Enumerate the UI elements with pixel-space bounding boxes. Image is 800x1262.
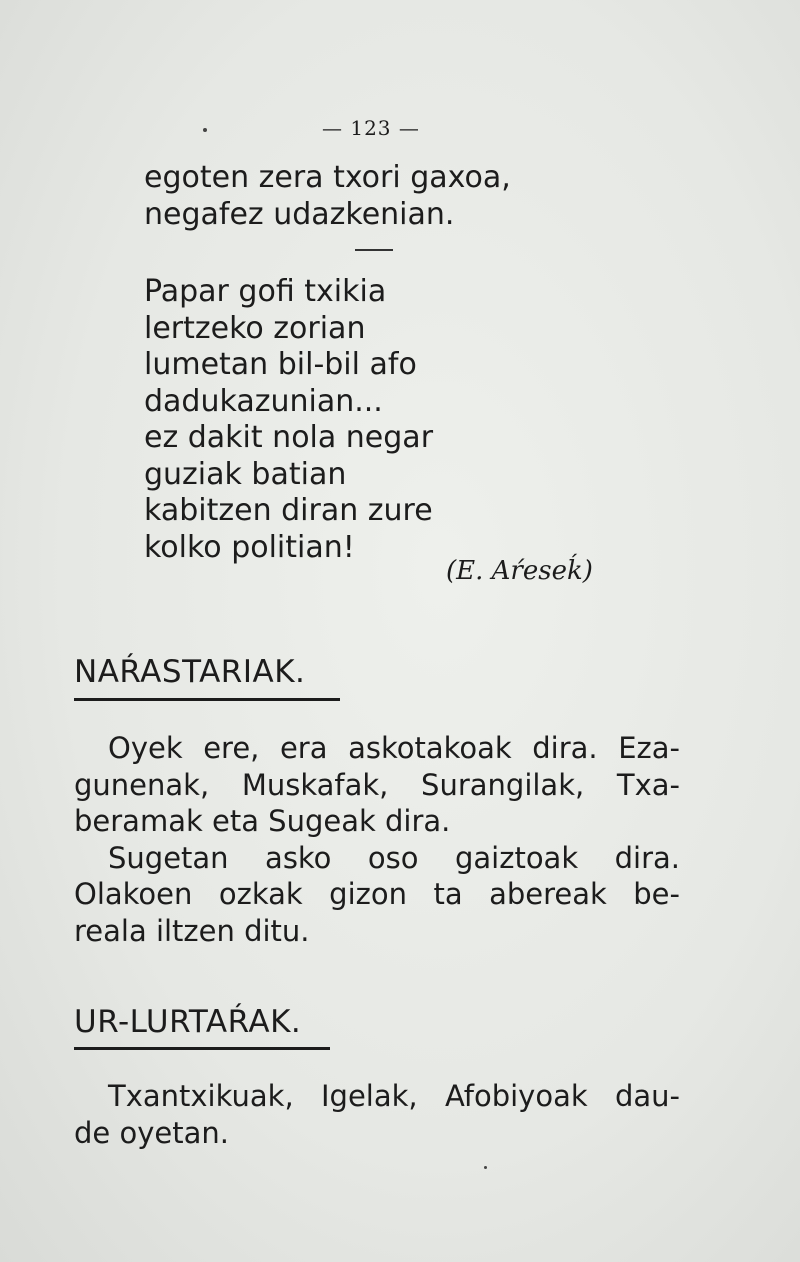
- print-speck: [203, 128, 207, 132]
- poem-line: Papar gofi txikia: [144, 274, 387, 309]
- stanza-separator: [355, 249, 393, 251]
- poem-line: ez dakit nola negar: [144, 420, 434, 455]
- text-line: Txantxikuak, Igelak, Afobiyoak dau-: [108, 1079, 680, 1113]
- text-line: gunenak, Muskafak, Surangilak, Txa-: [74, 767, 680, 802]
- section-paragraph: [74, 1078, 680, 1151]
- poem-line: negafez udazkenian.: [144, 196, 455, 232]
- poem-line: kabitzen diran zure: [144, 493, 433, 528]
- page-number: — 123 —: [322, 116, 420, 140]
- poem-line: dadukazunian...: [144, 383, 383, 419]
- text-line: beramak eta Sugeak dira.: [74, 804, 451, 838]
- heading-underline: [74, 698, 340, 701]
- poem-line: lumetan bil-bil afo: [144, 347, 417, 382]
- poem-stanza-end: [144, 160, 511, 233]
- poem-stanza: [144, 274, 433, 566]
- print-speck: [484, 1166, 487, 1169]
- poem-line: guziak batian: [144, 456, 347, 492]
- poem-line: lertzeko zorian: [144, 310, 366, 346]
- text-line: reala iltzen ditu.: [74, 913, 310, 948]
- text-line: Olakoen ozkak gizon ta abereak be-: [74, 877, 680, 911]
- section-heading: UR-LURTAŔAK.: [74, 1004, 302, 1040]
- heading-underline: [74, 1047, 330, 1050]
- poem-line: kolko politian!: [144, 529, 355, 565]
- author-signature: (E. Aŕeseḱ): [446, 556, 593, 586]
- text-line: Oyek ere, era askotakoak dira. Eza-: [108, 731, 680, 765]
- section-paragraph: [74, 730, 680, 949]
- section-heading: NAŔASTARIAK.: [74, 654, 306, 690]
- text-line: Sugetan asko oso gaiztoak dira.: [108, 840, 680, 875]
- text-line: de oyetan.: [74, 1115, 229, 1150]
- poem-line: egoten zera txori gaxoa,: [144, 160, 511, 195]
